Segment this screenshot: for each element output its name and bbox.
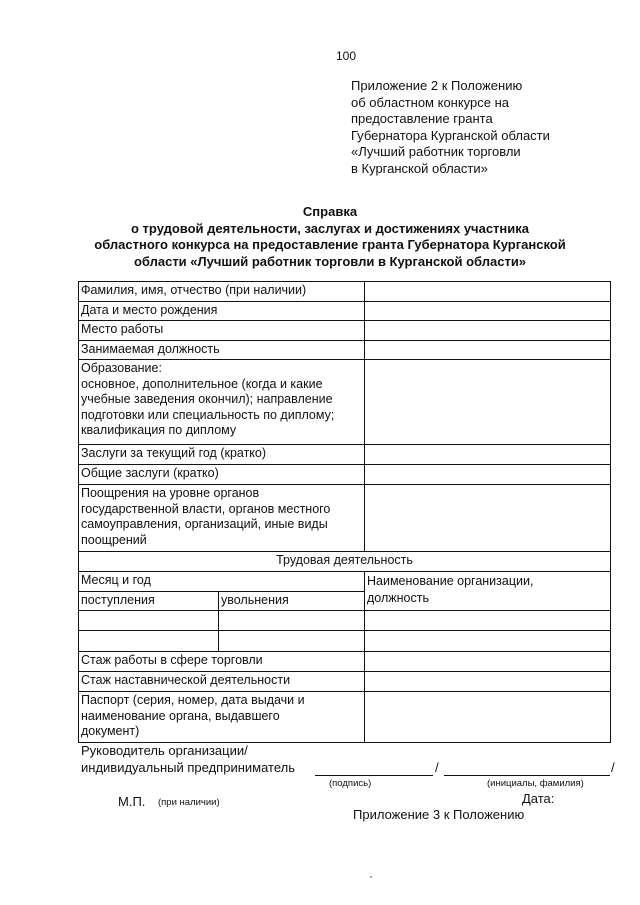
title-line: о трудовой деятельности, заслугах и достижениях участника: [131, 220, 529, 236]
labor-section-header: Трудовая деятельность: [78, 551, 611, 572]
position-label: Занимаемая должность: [78, 340, 365, 360]
next-appendix-heading: Приложение 3 к Положению: [353, 807, 525, 822]
birth-value[interactable]: [364, 301, 611, 321]
passport-line: Паспорт (серия, номер, дата выдачи и: [81, 693, 305, 707]
hired-cell[interactable]: [78, 610, 219, 631]
merits-general-value[interactable]: [364, 464, 611, 485]
document-title: [60, 204, 600, 270]
awards-label: [78, 484, 365, 552]
education-label: [78, 359, 365, 445]
workplace-value[interactable]: [364, 320, 611, 341]
passport-line: документ): [81, 724, 140, 738]
title-line: области «Лучший работник торговли в Курганской области»: [133, 253, 527, 269]
mentor-experience-label: Стаж наставнической деятельности: [78, 671, 365, 692]
awards-line: государственной власти, органов местного: [81, 501, 331, 516]
dismissed-cell[interactable]: [218, 630, 365, 652]
education-line: Образование:: [81, 361, 162, 375]
org-position-line: Наименование организации,: [367, 574, 534, 588]
awards-line: самоуправления, организаций, иные виды: [81, 517, 328, 531]
position-value[interactable]: [364, 340, 611, 360]
passport-label: [78, 691, 365, 743]
trade-experience-label: Стаж работы в сфере торговли: [78, 651, 365, 672]
education-line: подготовки или специальность по диплому;: [81, 407, 335, 422]
mentor-experience-value[interactable]: [364, 671, 611, 692]
title-line: областного конкурса на предоставление гранта Губернатора Курганской: [94, 237, 566, 252]
merits-year-label: Заслуги за текущий год (кратко): [78, 444, 365, 465]
signer-role-line: индивидуальный предприниматель: [81, 759, 295, 775]
appendix-header-line: об областном конкурсе на: [351, 94, 510, 110]
signature-field[interactable]: [315, 775, 433, 776]
appendix-header-line: предоставление гранта: [351, 111, 493, 126]
signer-role-line: Руководитель организации/: [81, 743, 248, 758]
initials-field[interactable]: [444, 775, 610, 776]
dismissed-cell[interactable]: [218, 610, 365, 631]
signature-caption: (подпись): [329, 778, 372, 789]
awards-value[interactable]: [364, 484, 611, 552]
date-label: Дата:: [522, 791, 555, 806]
full-name-value[interactable]: [364, 281, 611, 302]
appendix-header-line: Приложение 2 к Положению: [351, 78, 523, 93]
education-line: квалификация по диплому: [81, 423, 237, 437]
hired-cell[interactable]: [78, 630, 219, 652]
merits-year-value[interactable]: [364, 444, 611, 465]
education-line: учебные заведения окончил); направление: [81, 392, 333, 406]
appendix-header: [351, 78, 550, 177]
trade-experience-value[interactable]: [364, 651, 611, 672]
appendix-header-line: в Курганской области»: [351, 160, 488, 176]
appendix-header-line: «Лучший работник торговли: [351, 144, 521, 159]
page-number: 100: [336, 49, 357, 63]
title-word: Справка: [302, 204, 358, 219]
org-position-cell[interactable]: [364, 630, 611, 652]
full-name-label: Фамилия, имя, отчество (при наличии): [78, 281, 365, 302]
awards-line: поощрений: [81, 532, 147, 547]
dismissed-header: увольнения: [218, 591, 365, 611]
org-position-cell[interactable]: [364, 610, 611, 631]
org-position-line: должность: [367, 591, 429, 605]
month-year-header: Месяц и год: [78, 571, 365, 592]
stamp-place-label: М.П.: [118, 794, 146, 809]
hired-header: поступления: [78, 591, 219, 611]
education-value[interactable]: [364, 359, 611, 445]
birth-label: Дата и место рождения: [78, 301, 365, 321]
appendix-header-line: Губернатора Курганской области: [351, 127, 550, 143]
merits-general-label: Общие заслуги (кратко): [78, 464, 365, 485]
passport-value[interactable]: [364, 691, 611, 743]
scan-speck: [370, 876, 372, 878]
stamp-place-note: (при наличии): [158, 797, 220, 808]
org-position-header: [364, 571, 611, 611]
slash-separator: /: [611, 760, 615, 775]
slash-separator: /: [435, 760, 439, 775]
education-line: основное, дополнительное (когда и какие: [81, 376, 323, 391]
passport-line: наименование органа, выдавшего: [81, 708, 280, 723]
awards-line: Поощрения на уровне органов: [81, 486, 260, 500]
initials-caption: (инициалы, фамилия): [487, 778, 584, 789]
signature-block: [81, 743, 295, 776]
workplace-label: Место работы: [78, 320, 365, 341]
